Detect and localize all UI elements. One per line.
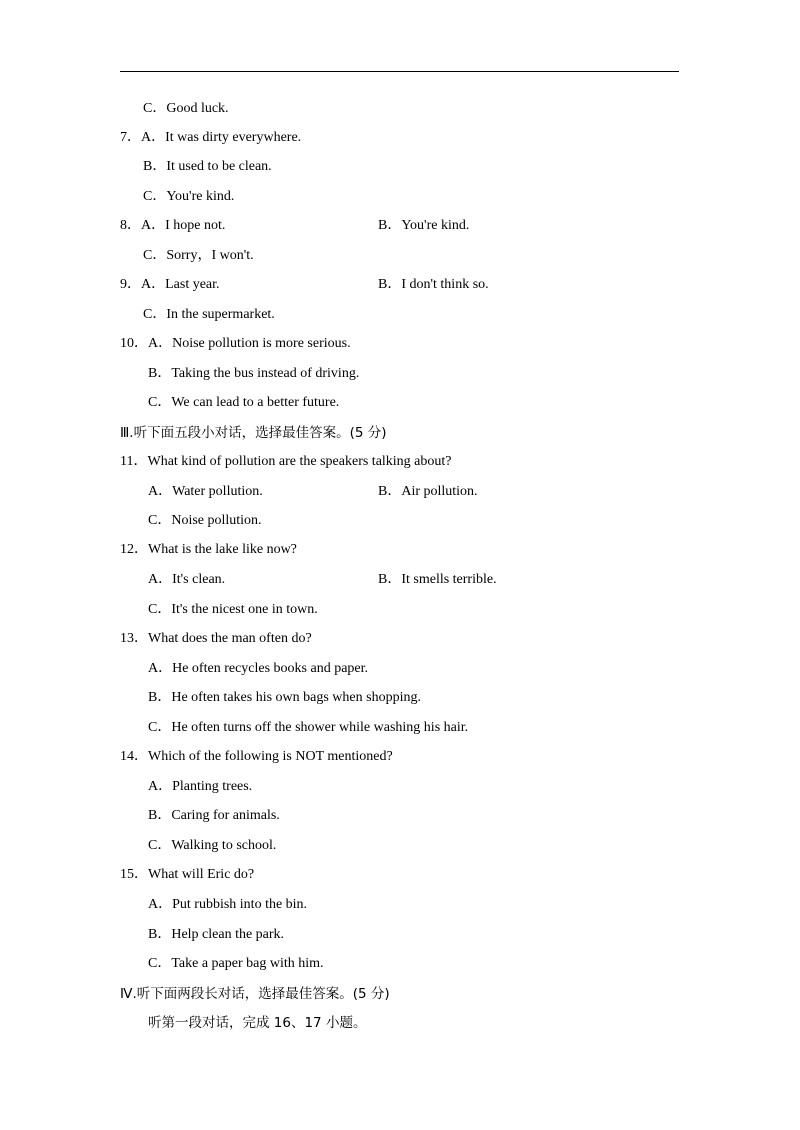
q11-option-c: C．Noise pollution. [148, 513, 262, 528]
section-3-heading: Ⅲ.听下面五段小对话，选择最佳答案。(5 分) [120, 425, 387, 441]
q9-option-a: 9．A．Last year. [120, 277, 220, 292]
q13-stem: 13．What does the man often do? [120, 631, 312, 646]
q7-option-a: 7．A．It was dirty everywhere. [120, 130, 302, 145]
q13-option-c: C．He often turns off the shower while washing his hair. [148, 720, 469, 735]
header-rule [120, 71, 679, 72]
q14-stem: 14．Which of the following is NOT mentioned? [120, 749, 393, 764]
q14-option-a: A．Planting trees. [148, 779, 253, 794]
q6-option-c: C．Good luck. [143, 101, 229, 116]
q15-option-a: A．Put rubbish into the bin. [148, 897, 308, 912]
q12-option-c: C．It's the nicest one in town. [148, 602, 318, 617]
q8-option-b: B．You're kind. [378, 218, 470, 233]
section-4-note: 听第一段对话，完成 16、17 小题。 [148, 1015, 367, 1031]
q11-option-b: B．Air pollution. [378, 484, 478, 499]
q13-option-b: B．He often takes his own bags when shopping. [148, 690, 421, 705]
q7-option-b: B．It used to be clean. [143, 159, 272, 174]
q10-option-b: B．Taking the bus instead of driving. [148, 366, 360, 381]
q12-stem: 12．What is the lake like now? [120, 542, 297, 557]
q14-option-b: B．Caring for animals. [148, 808, 280, 823]
q8-option-c: C．Sorry，I won't. [143, 248, 254, 263]
q7-option-c: C．You're kind. [143, 189, 235, 204]
q10-option-a: 10．A．Noise pollution is more serious. [120, 336, 351, 351]
q9-option-c: C．In the supermarket. [143, 307, 275, 322]
q15-stem: 15．What will Eric do? [120, 867, 255, 882]
q13-option-a: A．He often recycles books and paper. [148, 661, 369, 676]
q15-option-c: C．Take a paper bag with him. [148, 956, 324, 971]
q11-option-a: A．Water pollution. [148, 484, 263, 499]
q15-option-b: B．Help clean the park. [148, 927, 285, 942]
q10-option-c: C．We can lead to a better future. [148, 395, 340, 410]
section-4-heading: Ⅳ.听下面两段长对话，选择最佳答案。(5 分) [120, 986, 390, 1002]
q14-option-c: C．Walking to school. [148, 838, 277, 853]
q8-option-a: 8．A．I hope not. [120, 218, 226, 233]
q12-option-a: A．It's clean. [148, 572, 226, 587]
q9-option-b: B．I don't think so. [378, 277, 489, 292]
q11-stem: 11．What kind of pollution are the speakers talking about? [120, 454, 452, 469]
q12-option-b: B．It smells terrible. [378, 572, 497, 587]
